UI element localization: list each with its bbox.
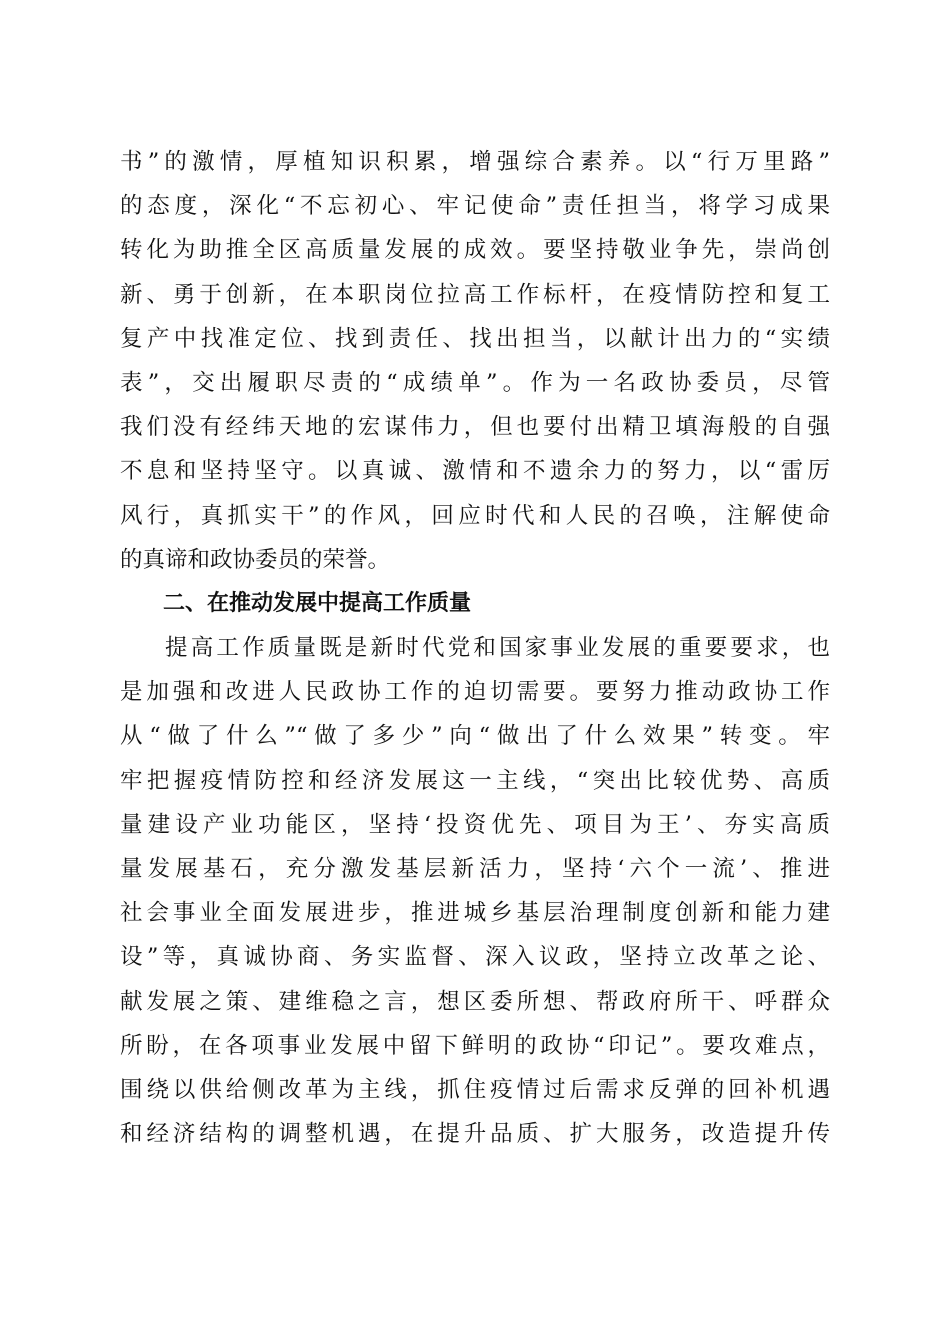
text-line: 不息和坚持坚守。以真诚、激情和不遗余力的努力，以“雷厉 — [120, 458, 830, 485]
text-line: 的态度，深化“不忘初心、牢记使命”责任担当，将学习成果 — [120, 193, 830, 220]
text-line: 风行，真抓实干”的作风，回应时代和人民的召唤，注解使命 — [120, 502, 830, 529]
text-line: 设”等，真诚协商、务实监督、深入议政，坚持立改革之论、 — [120, 944, 830, 971]
paragraph-1 — [120, 140, 830, 582]
text-line: 表”，交出履职尽责的“成绩单”。作为一名政协委员，尽管 — [120, 369, 830, 396]
text-line: 所盼，在各项事业发展中留下鲜明的政协“印记”。要攻难点， — [120, 1032, 830, 1059]
text-line: 和经济结构的调整机遇，在提升品质、扩大服务，改造提升传 — [120, 1121, 830, 1148]
text-line: 我们没有经纬天地的宏谋伟力，但也要付出精卫填海般的自强 — [120, 414, 830, 441]
text-line: 复产中找准定位、找到责任、找出担当，以献计出力的“实绩 — [120, 325, 830, 352]
text-line: 献发展之策、建维稳之言，想区委所想、帮政府所干、呼群众 — [120, 988, 830, 1015]
section-heading: 二、在推动发展中提高工作质量 — [163, 590, 472, 616]
text-line: 量建设产业功能区，坚持‘投资优先、项目为王’、夯实高质 — [120, 811, 830, 838]
text-line: 量发展基石，充分激发基层新活力，坚持‘六个一流’、推进 — [120, 856, 830, 882]
text-line: 提高工作质量既是新时代党和国家事业发展的重要要求，也 — [165, 635, 830, 662]
document-body — [120, 140, 830, 1156]
text-line: 社会事业全面发展进步，推进城乡基层治理制度创新和能力建 — [120, 900, 830, 927]
text-line: 是加强和改进人民政协工作的迫切需要。要努力推动政协工作 — [120, 679, 830, 706]
text-line: 的真谛和政协委员的荣誉。 — [120, 546, 391, 573]
text-line: 书”的激情，厚植知识积累，增强综合素养。以“行万里路” — [120, 149, 830, 175]
paragraph-2 — [120, 626, 830, 1156]
text-line: 围绕以供给侧改革为主线，抓住疫情过后需求反弹的回补机遇 — [120, 1076, 830, 1103]
text-line: 新、勇于创新，在本职岗位拉高工作标杆，在疫情防控和复工 — [120, 281, 830, 308]
text-line: 转化为助推全区高质量发展的成效。要坚持敬业争先，崇尚创 — [120, 237, 830, 264]
text-line: 从“做了什么”“做了多少”向“做出了什么效果”转变。牢 — [120, 723, 830, 750]
text-line: 牢把握疫情防控和经济发展这一主线，“突出比较优势、高质 — [120, 767, 830, 794]
